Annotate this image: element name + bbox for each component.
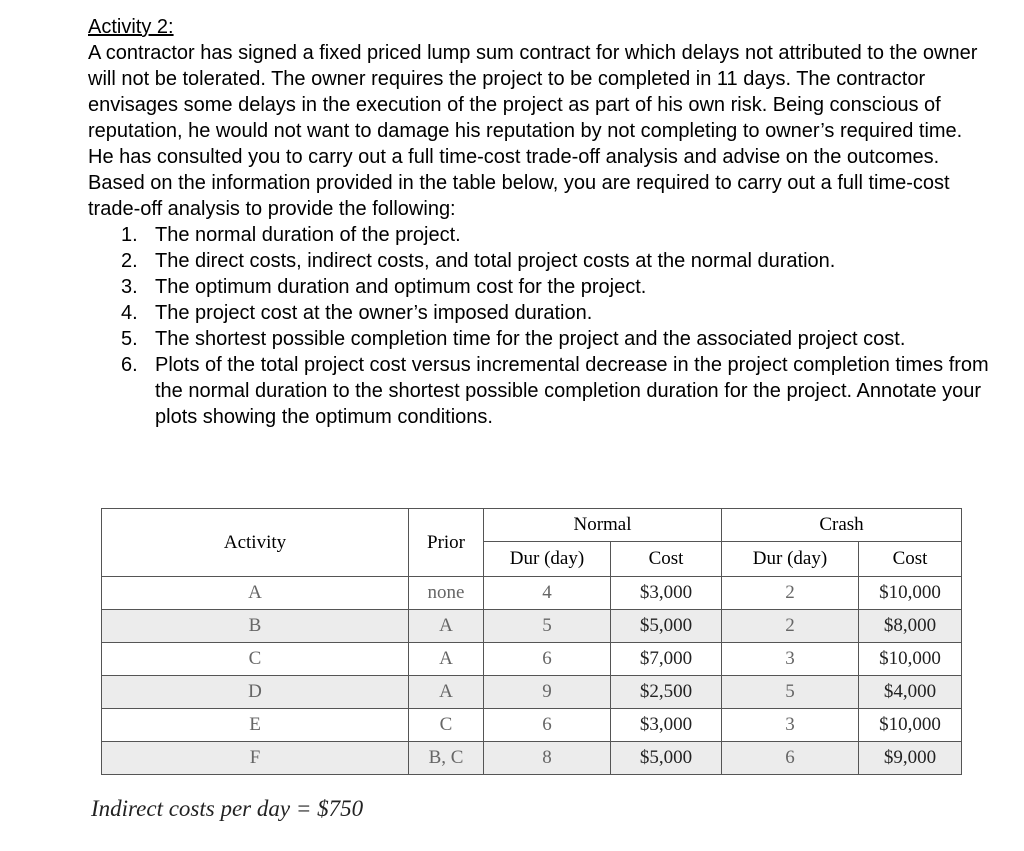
cell-crash-dur: 3 [722,643,859,676]
cell-prior: none [409,577,484,610]
cell-activity: D [102,676,409,709]
cell-normal-dur: 5 [484,610,611,643]
cell-activity: A [102,577,409,610]
cell-normal-cost: $5,000 [611,742,722,775]
cell-prior: A [409,610,484,643]
cell-crash-cost: $10,000 [859,709,962,742]
cell-normal-dur: 6 [484,643,611,676]
requirement-text: The optimum duration and optimum cost for the project. [155,276,647,298]
requirement-number: 1. [121,224,138,246]
cell-prior: C [409,709,484,742]
table-row [102,643,962,676]
cell-prior: A [409,676,484,709]
cell-normal-dur: 6 [484,709,611,742]
header-prior: Prior [409,509,484,577]
cell-prior: B, C [409,742,484,775]
cell-crash-dur: 3 [722,709,859,742]
cell-crash-cost: $4,000 [859,676,962,709]
requirement-text: The normal duration of the project. [155,224,461,246]
cell-crash-dur: 2 [722,577,859,610]
cell-crash-dur: 5 [722,676,859,709]
cell-crash-dur: 2 [722,610,859,643]
requirement-number: 5. [121,328,138,350]
header-normal-group: Normal [484,509,722,542]
cell-activity: E [102,709,409,742]
cell-crash-cost: $9,000 [859,742,962,775]
requirement-text: The project cost at the owner’s imposed duration. [155,302,593,324]
indirect-cost-note: Indirect costs per day = $750 [91,796,364,821]
requirement-item [88,248,993,274]
cell-normal-dur: 4 [484,577,611,610]
cell-crash-cost: $8,000 [859,610,962,643]
header-normal-dur: Dur (day) [484,542,611,577]
table-row [102,709,962,742]
requirement-number: 2. [121,250,138,272]
header-crash-cost: Cost [859,542,962,577]
header-normal-cost: Cost [611,542,722,577]
cell-crash-cost: $10,000 [859,643,962,676]
table-row [102,676,962,709]
header-activity: Activity [102,509,409,577]
cell-activity: C [102,643,409,676]
requirement-text: The shortest possible completion time for the project and the associated project cost. [155,328,906,350]
requirement-item [88,222,993,248]
cell-activity: F [102,742,409,775]
cell-normal-dur: 9 [484,676,611,709]
cell-activity: B [102,610,409,643]
cell-normal-cost: $3,000 [611,709,722,742]
requirements-list [88,222,993,430]
cell-crash-dur: 6 [722,742,859,775]
requirement-number: 3. [121,276,138,298]
requirement-item [88,326,993,352]
cell-normal-cost: $3,000 [611,577,722,610]
cell-normal-cost: $5,000 [611,610,722,643]
requirement-text: Plots of the total project cost versus incremental decrease in the project completion times from the normal duration to the shortest possible completion duration for the project. Annotate your plots showing the optimum conditions. [155,354,989,428]
requirement-text: The direct costs, indirect costs, and total project costs at the normal duration. [155,250,836,272]
cell-normal-cost: $2,500 [611,676,722,709]
activity-document [88,14,993,430]
table-row [102,742,962,775]
header-crash-group: Crash [722,509,962,542]
requirement-number: 6. [121,354,138,376]
requirement-item [88,300,993,326]
activity-heading: Activity 2: [88,16,174,38]
cell-prior: A [409,643,484,676]
requirement-item [88,352,993,430]
activity-table [101,508,962,775]
intro-paragraph: A contractor has signed a fixed priced lump sum contract for which delays not attributed to the owner will not be tolerated. The owner requires the project to be completed in 11 days. The contractor envisages some delays in the execution of the project as part of his own risk. Being conscious of reputation, he would not want to damage his reputation by not completing to owner’s required time. He has consulted you to carry out a full time-cost trade-off analysis and advise on the outcomes. Based on the information provided in the table below, you are required to carry out a full time-cost trade-off analysis to provide the following: [88,42,978,220]
header-crash-dur: Dur (day) [722,542,859,577]
requirement-item [88,274,993,300]
table-row [102,577,962,610]
requirement-number: 4. [121,302,138,324]
table-row [102,610,962,643]
table-group-header-row [102,509,962,542]
cell-crash-cost: $10,000 [859,577,962,610]
cell-normal-cost: $7,000 [611,643,722,676]
cell-normal-dur: 8 [484,742,611,775]
